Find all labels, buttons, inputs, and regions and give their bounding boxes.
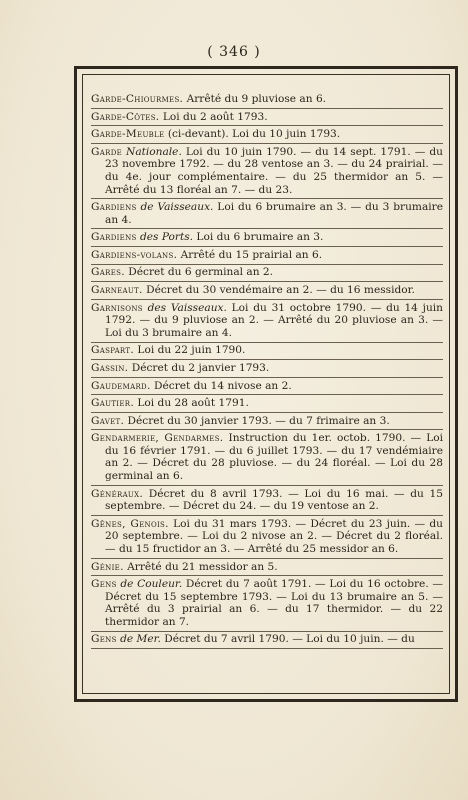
entry-text: (ci-devant). Loi du 10 juin 1793.: [167, 128, 341, 141]
entry-text: Décret du 14 nivose an 2.: [154, 379, 292, 392]
index-entry: [91, 146, 443, 200]
index-entry: [91, 266, 443, 282]
entry-heading: Gares.: [91, 266, 125, 279]
index-entry: [91, 415, 443, 431]
index-entry: [91, 397, 443, 413]
entry-heading-italic: de Vaisseaux.: [140, 201, 214, 214]
index-entry: [91, 362, 443, 378]
index-entry: [91, 633, 443, 649]
entry-heading-italic: des Vaisseaux.: [147, 301, 227, 314]
entry-text: Loi du 10 juin 1790. — du 14 sept. 1791. — du 23 novembre 1792. — du 28 ventose an 3. — du 24 prairial. — du 4e. jour complémentaire. — du 25 thermidor an 5. — Arrêté du 13 floréal an 7. — du 23.: [105, 145, 443, 196]
index-entry: [91, 201, 443, 229]
index-entry: [91, 578, 443, 632]
entry-text: Arrêté du 9 pluviose an 6.: [186, 93, 327, 105]
index-column: [82, 74, 450, 694]
index-entry: [91, 302, 443, 343]
entry-heading: Gendarmerie, Gendarmes.: [91, 432, 224, 445]
index-entry: [91, 518, 443, 559]
entry-text: Loi du 6 brumaire an 3. — du 3 brumaire an 4.: [105, 201, 443, 226]
entry-heading: Garde-Meuble: [91, 128, 165, 141]
entry-text: Décret du 7 août 1791. — Loi du 16 octobre. — Décret du 15 septembre 1793. — Loi du 13 brumaire an 5. — Arrêté du 3 prairial an 6. — du 17 thermidor. — du 22 thermidor an 7.: [105, 578, 443, 628]
index-entry: [91, 249, 443, 265]
entry-heading: Gens: [91, 633, 117, 646]
index-entry: [91, 93, 443, 109]
index-entry: [91, 111, 443, 127]
index-entry: [91, 284, 443, 300]
entry-heading: Gassin.: [91, 361, 129, 374]
entry-heading: Gens: [91, 578, 117, 591]
entry-text: Arrêté du 21 messidor an 5.: [127, 560, 278, 573]
entry-heading: Garde-Côtes.: [91, 110, 160, 123]
entry-text: Instruction du 1er. octob. 1790. — Loi du 16 février 1791. — du 6 juillet 1793. — du 17 vendémiaire an 2. — Décret du 28 pluviose. — du 24 floréal. — Loi du 28 germinal an 6.: [105, 432, 443, 483]
entry-heading: Gênes, Genois.: [91, 517, 169, 530]
entry-text: Loi du 28 août 1791.: [137, 397, 249, 410]
entry-heading: Gardiens-volans.: [91, 248, 178, 261]
entry-text: Décret du 6 germinal an 2.: [128, 266, 274, 279]
index-entry: [91, 488, 443, 516]
page-number: ( 346 ): [207, 44, 261, 60]
entry-heading-italic: de Couleur.: [120, 578, 183, 591]
entry-heading: Gaudemard.: [91, 379, 151, 392]
entry-heading: Génie.: [91, 560, 124, 573]
entry-text: Décret du 7 avril 1790. — Loi du 10 juin. — du: [164, 633, 415, 646]
entry-heading: Garnisons: [91, 301, 143, 314]
entry-heading-italic: Nationale.: [126, 145, 182, 158]
entry-heading: Garneaut.: [91, 284, 143, 296]
page-frame: [74, 66, 458, 702]
entry-text: Loi du 6 brumaire an 3.: [196, 231, 324, 244]
index-entry: [91, 380, 443, 396]
entry-heading: Garde-Chiourmes.: [91, 93, 184, 105]
index-entry: [91, 561, 443, 577]
entry-heading-italic: des Ports.: [139, 231, 194, 244]
entry-text: Loi du 22 juin 1790.: [137, 344, 246, 357]
entry-heading: Gaspart.: [91, 344, 135, 357]
entry-text: Arrêté du 15 prairial an 6.: [180, 248, 323, 261]
entry-text: Loi du 31 octobre 1790. — du 14 juin 1792. — du 9 pluviose an 2. — Arrêté du 20 pluviose an 3. — Loi du 3 brumaire an 4.: [105, 301, 443, 339]
entry-text: Décret du 30 vendémaire an 2. — du 16 messidor.: [146, 284, 415, 296]
index-entries: [83, 75, 449, 649]
entry-text: Décret du 2 janvier 1793.: [131, 361, 270, 374]
entry-text: Décret du 8 avril 1793. — Loi du 16 mai. — du 15 septembre. — Décret du 24. — du 19 ventose an 2.: [105, 487, 443, 513]
entry-text: Loi du 2 août 1793.: [162, 110, 268, 123]
entry-text: Décret du 30 janvier 1793. — du 7 frimaire an 3.: [127, 414, 390, 427]
index-entry: [91, 432, 443, 486]
entry-heading: Gardiens: [91, 231, 137, 244]
entry-heading: Gavet.: [91, 414, 125, 427]
index-entry: [91, 128, 443, 144]
entry-heading-italic: de Mer.: [120, 633, 161, 646]
index-entry: [91, 231, 443, 247]
entry-heading: Généraux.: [91, 487, 144, 500]
entry-heading: Gardiens: [91, 201, 137, 214]
entry-heading: Gautier.: [91, 397, 134, 410]
entry-heading: Garde: [91, 145, 123, 158]
entry-text: Loi du 31 mars 1793. — Décret du 23 juin. — du 20 septembre. — Loi du 2 nivose an 2. — Décret du 2 floréal. — du 15 fructidor an 3. — Arrêté du 25 messidor an 6.: [105, 517, 444, 555]
index-entry: [91, 344, 443, 360]
